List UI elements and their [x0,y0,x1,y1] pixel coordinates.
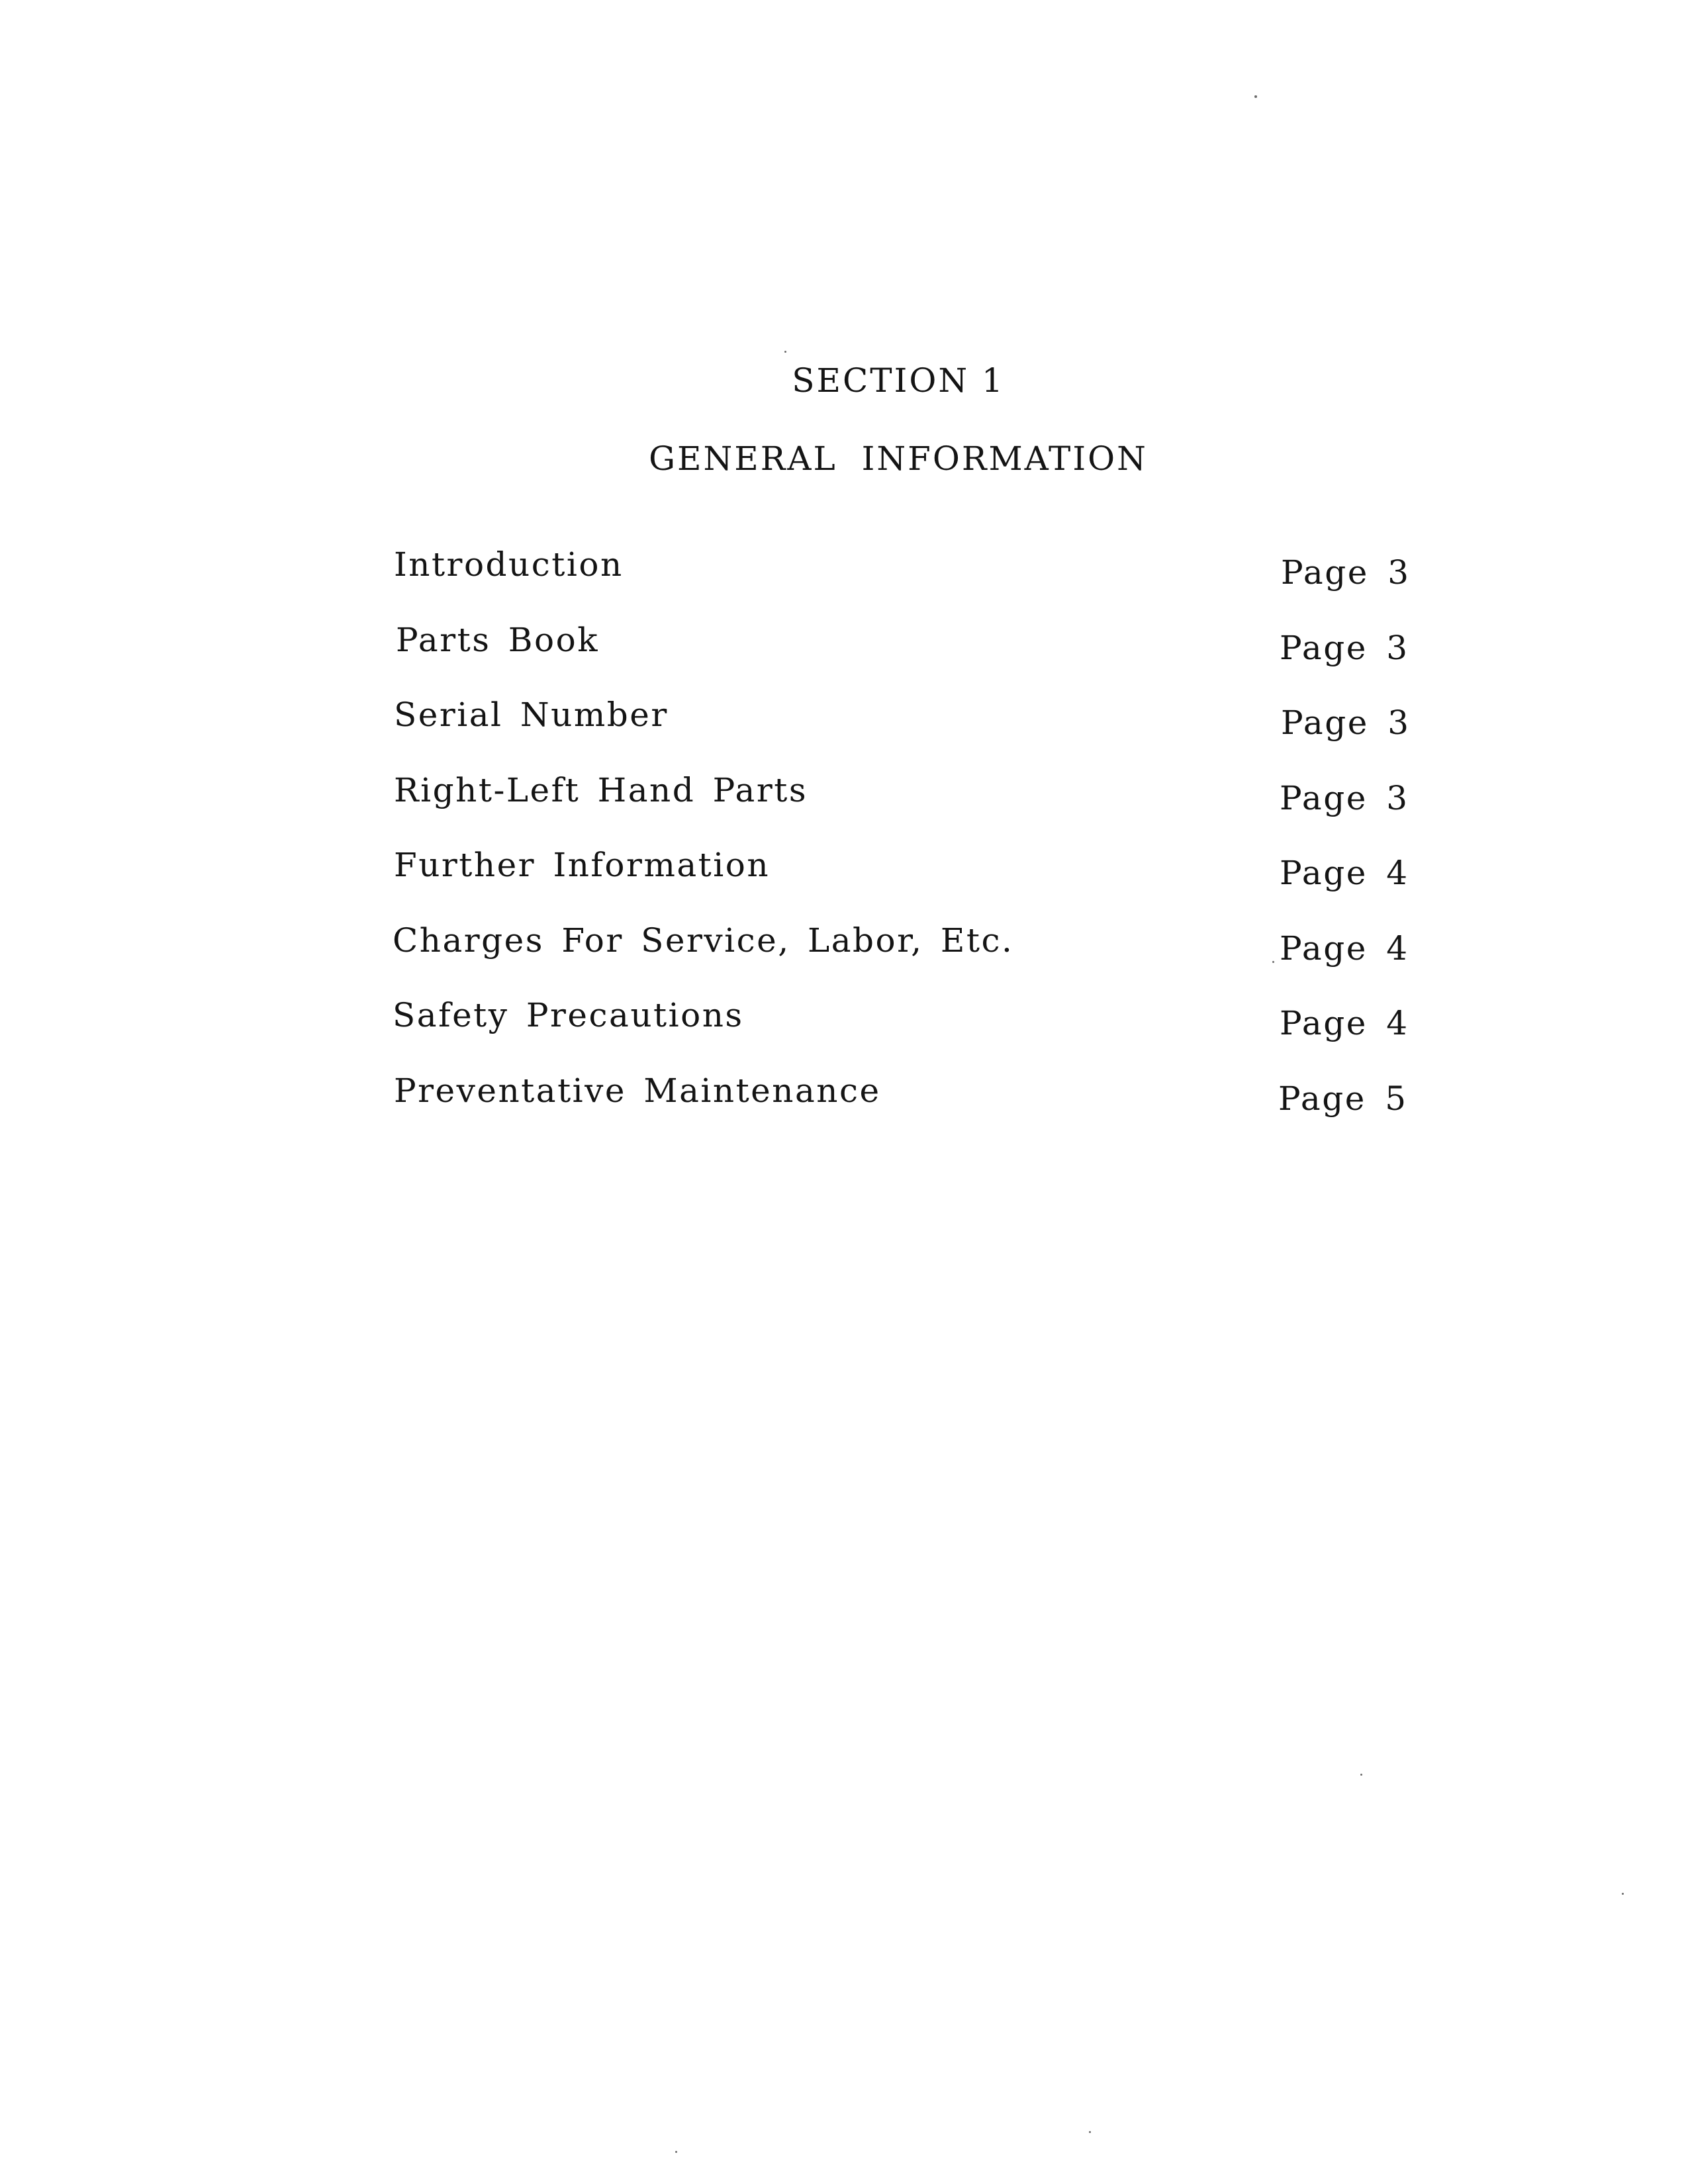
section-title: GENERAL INFORMATION [649,439,1148,478]
toc-entry-page: Page 3 [1281,553,1411,592]
toc-entry-title: Introduction [394,545,624,584]
scan-speck [1272,961,1274,963]
toc-entry [0,996,1688,1049]
toc-entry-title: Safety Precautions [393,996,744,1034]
scan-speck [784,351,786,353]
toc-entry-page: Page 4 [1280,929,1409,968]
toc-entry-page: Page 3 [1280,779,1409,817]
scan-speck [1089,2131,1091,2133]
section-label: SECTION 1 [792,361,1005,400]
toc-entry-title: Preventative Maintenance [394,1071,881,1110]
toc-entry-page: Page 4 [1280,854,1409,892]
toc-entry-page: Page 3 [1281,704,1411,742]
toc-entry [0,1071,1688,1124]
scan-speck [1360,1774,1362,1776]
toc-entry-title: Further Information [394,846,771,884]
scan-speck [675,2151,677,2153]
toc-entry-title: Right-Left Hand Parts [394,771,808,809]
toc-entry-title: Parts Book [396,621,599,659]
toc-entry [0,696,1688,749]
toc-entry [0,771,1688,824]
scan-speck [1622,1893,1624,1895]
toc-entry [0,545,1688,598]
toc-entry-title: Charges For Service, Labor, Etc. [393,921,1014,960]
toc-entry-page: Page 5 [1278,1079,1408,1118]
toc-entry-title: Serial Number [394,696,669,734]
toc-entry [0,846,1688,899]
scan-speck [1254,95,1257,98]
toc-entry [0,621,1688,674]
toc-entry-page: Page 4 [1280,1004,1409,1042]
toc-entry-page: Page 3 [1280,629,1409,667]
toc-entry [0,921,1688,974]
